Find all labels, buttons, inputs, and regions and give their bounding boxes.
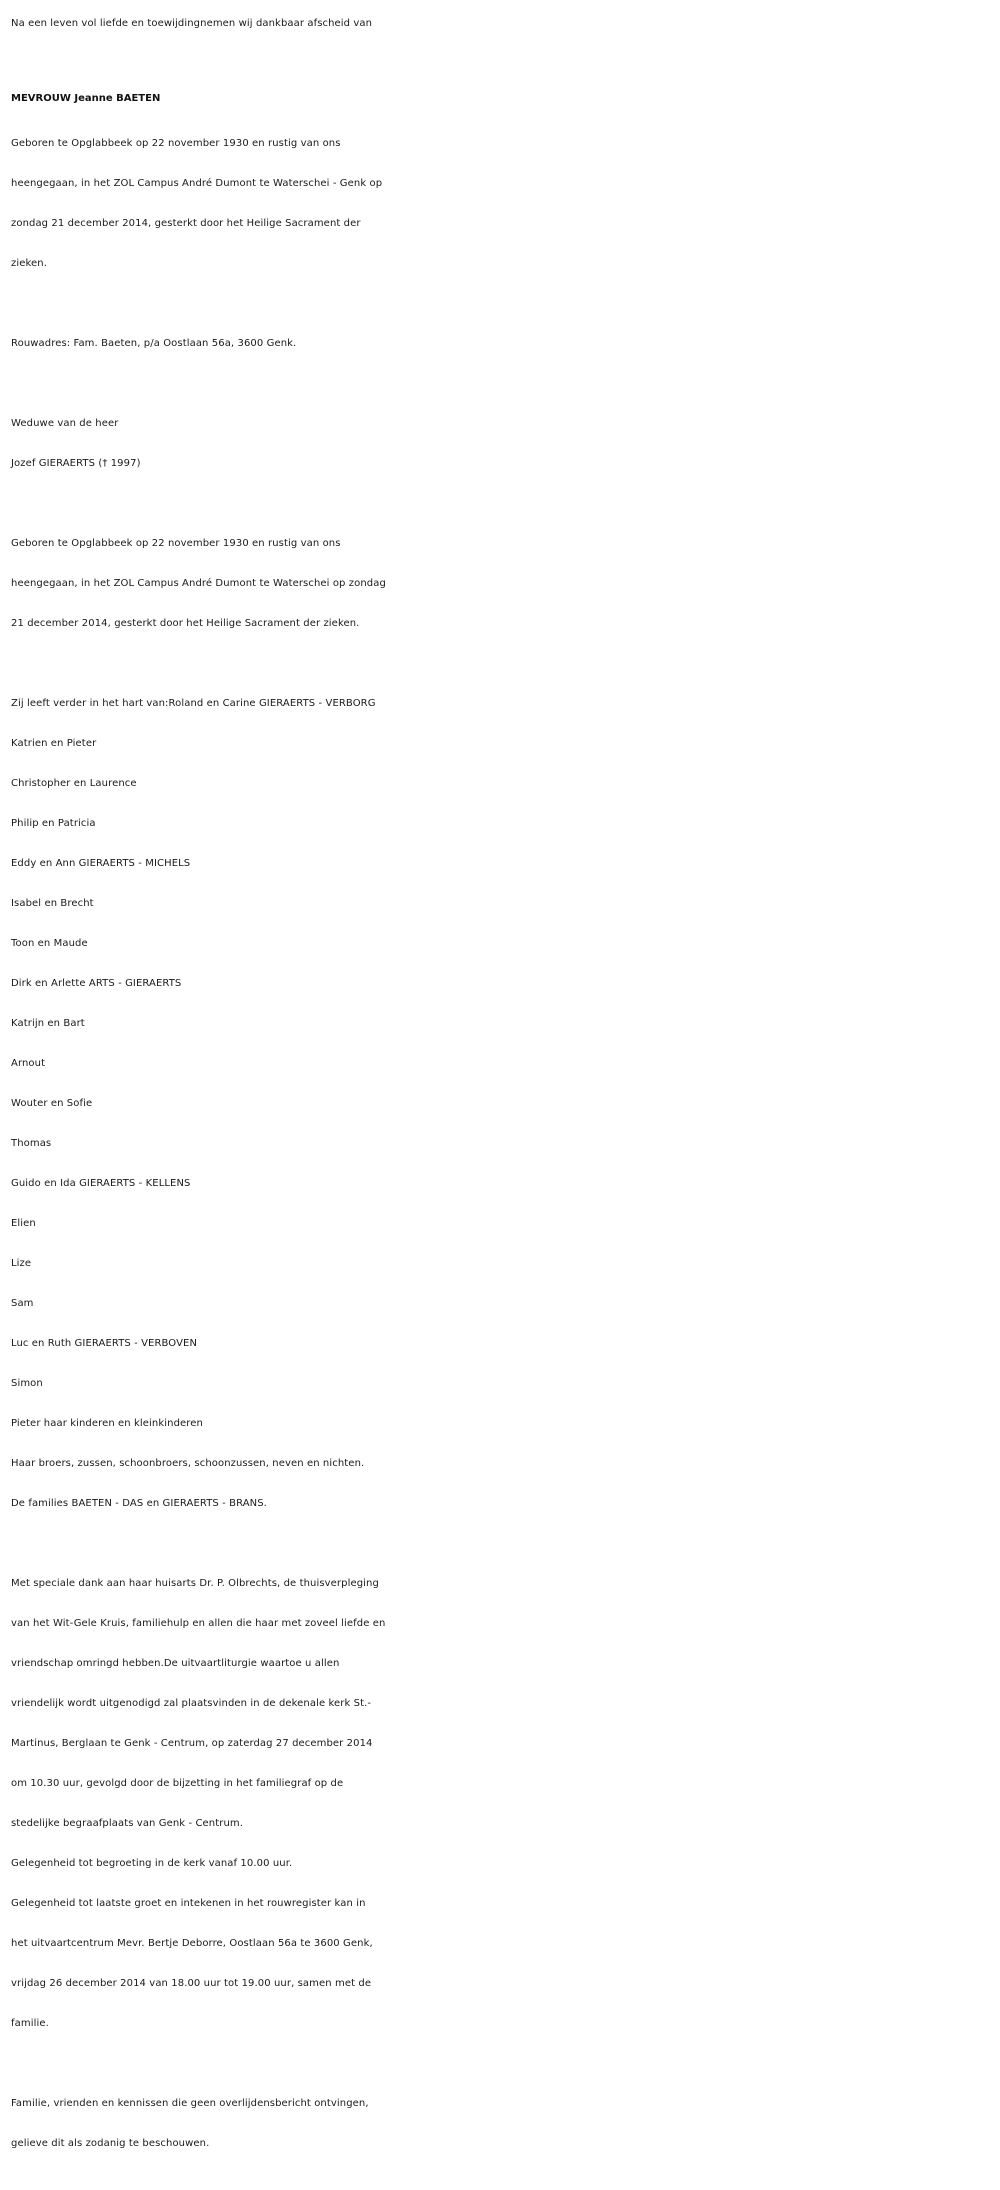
text-line: familie. — [11, 2018, 49, 2029]
text-line: Gelegenheid tot begroeting in de kerk vanaf 10.00 uur. — [11, 1858, 293, 1869]
text-line: Geboren te Opglabbeek op 22 november 1930 en rustig van ons — [11, 538, 341, 549]
text-line: Katrijn en Bart — [11, 1018, 85, 1029]
text-line: stedelijke begraafplaats van Genk - Centrum. — [11, 1818, 244, 1829]
closing-paragraph — [11, 2084, 1000, 2164]
text-line: gelieve dit als zodanig te beschouwen. — [11, 2138, 210, 2149]
text-line: Christopher en Laurence — [11, 778, 137, 789]
text-line: Haar broers, zussen, schoonbroers, schoonzussen, neven en nichten. — [11, 1458, 365, 1469]
birth-and-death-paragraph — [11, 124, 1000, 284]
text-line: heengegaan, in het ZOL Campus André Dumont te Waterschei op zondag — [11, 578, 386, 589]
text-line: Guido en Ida GIERAERTS - KELLENS — [11, 1178, 191, 1189]
text-line: Martinus, Berglaan te Genk - Centrum, op zaterdag 27 december 2014 — [11, 1738, 373, 1749]
text-line: Elien — [11, 1218, 36, 1229]
text-line: vriendschap omringd hebben.De uitvaartliturgie waartoe u allen — [11, 1658, 340, 1669]
text-line: vrijdag 26 december 2014 van 18.00 uur tot 19.00 uur, samen met de — [11, 1978, 372, 1989]
text-line: Arnout — [11, 1058, 46, 1069]
text-line: zieken. — [11, 258, 47, 269]
widow-of-paragraph — [11, 404, 1000, 484]
text-line: Jozef GIERAERTS († 1997) — [11, 458, 141, 469]
text-line: Zij leeft verder in het hart van:Roland en Carine GIERAERTS - VERBORG — [11, 698, 376, 709]
text-line: Weduwe van de heer — [11, 418, 119, 429]
text-line: heengegaan, in het ZOL Campus André Dumont te Waterschei - Genk op — [11, 178, 383, 189]
text-line: Eddy en Ann GIERAERTS - MICHELS — [11, 858, 191, 869]
text-line: Rouwadres: Fam. Baeten, p/a Oostlaan 56a, 3600 Genk. — [11, 338, 297, 349]
text-line: Sam — [11, 1298, 34, 1309]
deceased-name-title: MEVROUW Jeanne BAETEN — [11, 93, 161, 104]
survivors-list — [11, 684, 1000, 1524]
text-line: Met speciale dank aan haar huisarts Dr. P. Olbrechts, de thuisverpleging — [11, 1578, 379, 1589]
text-line: Katrien en Pieter — [11, 738, 97, 749]
text-line: Lize — [11, 1258, 32, 1269]
text-line: Simon — [11, 1378, 43, 1389]
text-line: Luc en Ruth GIERAERTS - VERBOVEN — [11, 1338, 198, 1349]
text-line: De families BAETEN - DAS en GIERAERTS - BRANS. — [11, 1498, 267, 1509]
text-line: Thomas — [11, 1138, 52, 1149]
birth-and-death-paragraph-repeat — [11, 524, 1000, 644]
obituary-notice — [11, 4, 1000, 2164]
text-line: zondag 21 december 2014, gesterkt door het Heilige Sacrament der — [11, 218, 361, 229]
notice-body — [11, 124, 1000, 2164]
text-line: Familie, vrienden en kennissen die geen overlijdensbericht ontvingen, — [11, 2098, 369, 2109]
text-line: Gelegenheid tot laatste groet en intekenen in het rouwregister kan in — [11, 1898, 366, 1909]
text-line: Pieter haar kinderen en kleinkinderen — [11, 1418, 203, 1429]
text-line: 21 december 2014, gesterkt door het Heilige Sacrament der zieken. — [11, 618, 360, 629]
mourning-address-paragraph — [11, 324, 1000, 364]
text-line: van het Wit-Gele Kruis, familiehulp en allen die haar met zoveel liefde en — [11, 1618, 386, 1629]
text-line: Philip en Patricia — [11, 818, 96, 829]
text-line: vriendelijk wordt uitgenodigd zal plaatsvinden in de dekenale kerk St.- — [11, 1698, 372, 1709]
text-line: Isabel en Brecht — [11, 898, 94, 909]
text-line: Geboren te Opglabbeek op 22 november 1930 en rustig van ons — [11, 138, 341, 149]
text-line: Wouter en Sofie — [11, 1098, 93, 1109]
intro-text: Na een leven vol liefde en toewijdingnemen wij dankbaar afscheid van — [11, 18, 373, 29]
text-line: het uitvaartcentrum Mevr. Bertje Deborre, Oostlaan 56a te 3600 Genk, — [11, 1938, 373, 1949]
text-line: Toon en Maude — [11, 938, 88, 949]
thanks-and-funeral-paragraph — [11, 1564, 1000, 2044]
text-line: Dirk en Arlette ARTS - GIERAERTS — [11, 978, 182, 989]
text-line: om 10.30 uur, gevolgd door de bijzetting in het familiegraf op de — [11, 1778, 344, 1789]
